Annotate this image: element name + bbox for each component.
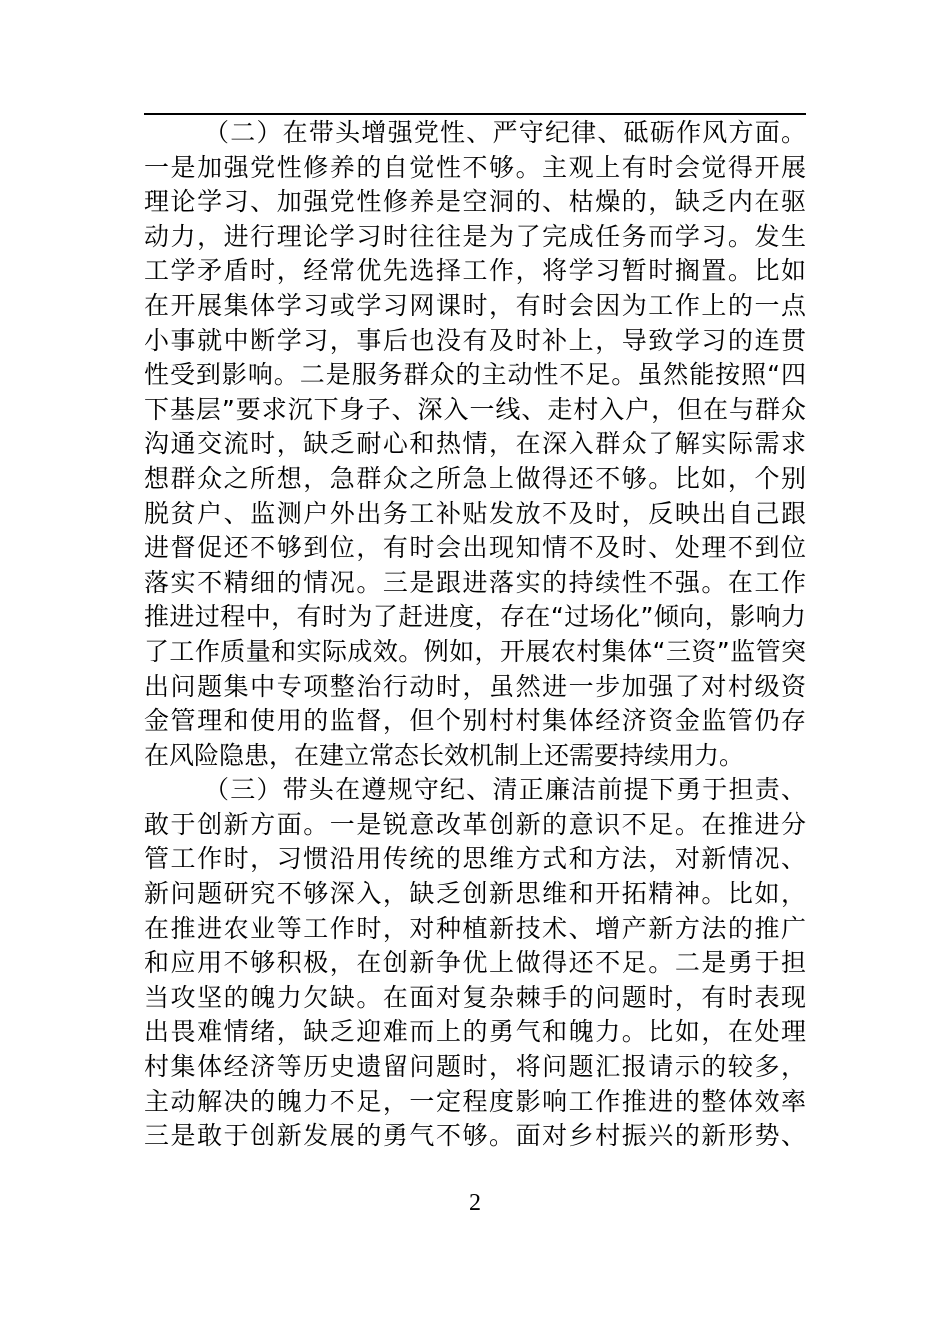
text-line: 小事就中断学习，事后也没有及时补上，导致学习的连贯 [144,325,806,355]
text-line: 三是敢于创新发展的勇气不够。面对乡村振兴的新形势、 [144,1121,806,1151]
text-line: 在风险隐患，在建立常态长效机制上还需要持续用力。 [144,740,745,770]
text-line: 动力，进行理论学习时往往是为了完成任务而学习。发生 [144,221,806,251]
text-line: 出问题集中专项整治行动时，虽然进一步加强了对村级资 [144,671,806,701]
text-line: 沟通交流时，缺乏耐心和热情，在深入群众了解实际需求 [144,429,806,459]
text-line: 在推进农业等工作时，对种植新技术、增产新方法的推广 [144,913,806,943]
text-line: 脱贫户、监测户外出务工补贴发放不及时，反映出自己跟 [144,498,806,528]
body-text [144,116,806,1154]
text-line: 出畏难情绪，缺乏迎难而上的勇气和魄力。比如，在处理 [144,1017,806,1047]
text-line: 在开展集体学习或学习网课时，有时会因为工作上的一点 [144,290,806,320]
text-line: 理论学习、加强党性修养是空洞的、枯燥的，缺乏内在驱 [144,187,806,217]
text-line: 管工作时，习惯沿用传统的思维方式和方法，对新情况、 [144,844,806,874]
text-line: 和应用不够积极，在创新争优上做得还不足。二是勇于担 [144,948,806,978]
text-line: 金管理和使用的监督，但个别村村集体经济资金监管仍存 [144,706,806,736]
paragraph-heading-2: （二）在带头增强党性、严守纪律、砥砺作风方面。 [204,118,806,147]
text-line: 新问题研究不够深入，缺乏创新思维和开拓精神。比如， [144,879,806,909]
text-line: 想群众之所想，急群众之所急上做得还不够。比如，个别 [144,463,806,493]
text-line: 工学矛盾时，经常优先选择工作，将学习暂时搁置。比如 [144,256,806,286]
text-line: 村集体经济等历史遗留问题时，将问题汇报请示的较多， [144,1052,806,1082]
text-line: 一是加强党性修养的自觉性不够。主观上有时会觉得开展 [144,152,806,182]
text-line: 性受到影响。二是服务群众的主动性不足。虽然能按照“四 [144,360,806,390]
paragraph-heading-3: （三）带头在遵规守纪、清正廉洁前提下勇于担责、 [204,775,806,805]
text-line: 推进过程中，有时为了赶进度，存在“过场化”倾向，影响力 [144,602,806,632]
text-line: 主动解决的魄力不足，一定程度影响工作推进的整体效率 [144,1086,806,1116]
header-rule [144,113,806,115]
text-line: 敢于创新方面。一是锐意改革创新的意识不足。在推进分 [144,809,806,839]
text-line: 了工作质量和实际成效。例如，开展农村集体“三资”监管突 [144,636,806,666]
text-line: 落实不精细的情况。三是跟进落实的持续性不强。在工作 [144,567,806,597]
text-line: 下基层”要求沉下身子、深入一线、走村入户，但在与群众 [144,394,806,424]
text-line: 进督促还不够到位，有时会出现知情不及时、处理不到位 [144,533,806,563]
page-number: 2 [469,1190,481,1216]
text-line: 当攻坚的魄力欠缺。在面对复杂棘手的问题时，有时表现 [144,982,806,1012]
